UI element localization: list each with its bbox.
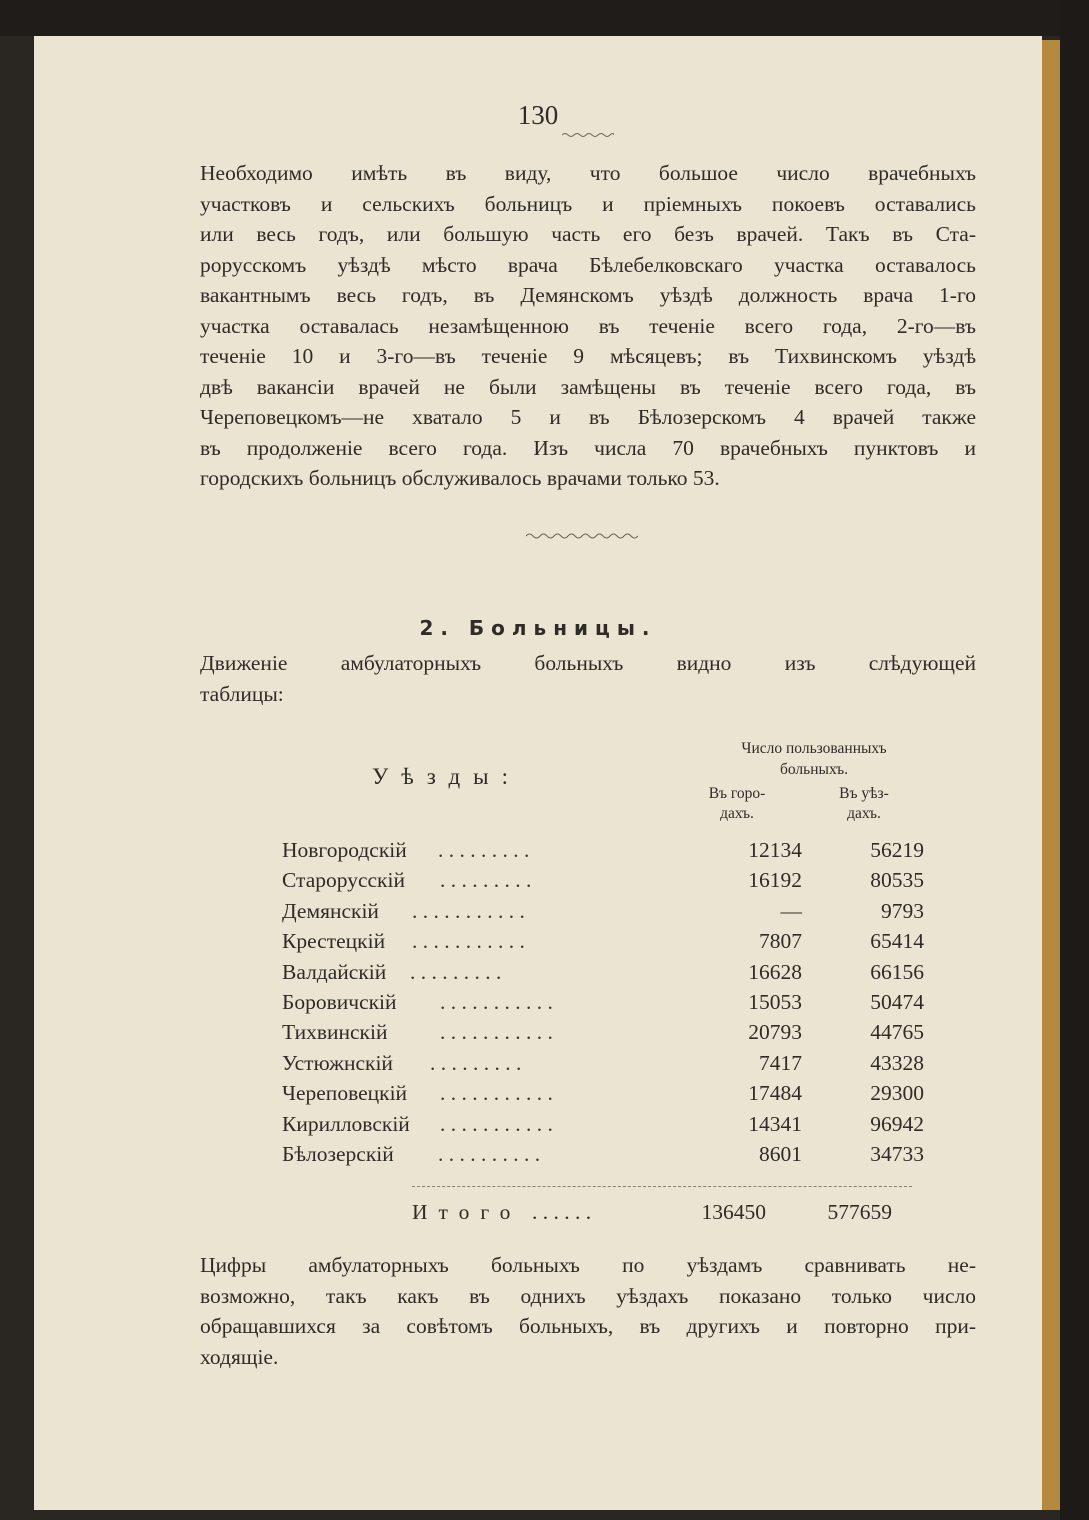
district-name: Устюжнскій bbox=[282, 1050, 393, 1075]
text-line: ходящіе. bbox=[200, 1344, 279, 1369]
cell-city: 7807 bbox=[759, 929, 802, 954]
cell-city: 7417 bbox=[759, 1050, 802, 1075]
text-line: таблицы: bbox=[200, 681, 284, 706]
table-row bbox=[282, 1081, 942, 1111]
cell-city: 17484 bbox=[748, 1081, 802, 1106]
table-row bbox=[282, 1051, 942, 1081]
leader-dots: . . . . . . . . . bbox=[440, 868, 532, 893]
total-separator bbox=[412, 1186, 912, 1187]
section-divider-ornament bbox=[526, 532, 638, 540]
leader-dots: . . . . . . . . . bbox=[438, 838, 530, 862]
text-line: Движеніе амбулаторныхъ больныхъ видно изъ слѣдующей bbox=[200, 651, 976, 675]
column-group-header-line: больныхъ. bbox=[780, 761, 848, 778]
table-body bbox=[282, 838, 942, 1172]
cell-county: 9793 bbox=[881, 898, 924, 923]
cell-city: 16192 bbox=[748, 868, 802, 893]
table-row bbox=[282, 1112, 942, 1142]
total-county: 577659 bbox=[827, 1200, 892, 1224]
text-line: рорусскомъ уѣздѣ мѣсто врача Бѣлебелковскаго участка оставалось bbox=[200, 252, 976, 277]
column-header-districts: Уѣзды: bbox=[372, 764, 521, 789]
column-header-line: Въ горо- bbox=[708, 785, 766, 802]
cell-county: 80535 bbox=[870, 868, 924, 893]
cell-county: 34733 bbox=[870, 1141, 924, 1166]
table-row bbox=[282, 990, 942, 1020]
leader-dots: . . . . . . . . . . . bbox=[440, 989, 553, 1014]
text-line: вакантнымъ весь годъ, въ Демянскомъ уѣздѣ должность врача 1-го bbox=[200, 283, 976, 307]
text-line: Необходимо имѣть въ виду, что большое число врачебныхъ bbox=[200, 161, 976, 185]
text-line: Цифры амбулаторныхъ больныхъ по уѣздамъ сравнивать не- bbox=[200, 1253, 976, 1277]
leader-dots: . . . . . . . . . . . bbox=[412, 929, 525, 954]
cell-county: 44765 bbox=[870, 1020, 924, 1045]
text-line: въ продолженіе всего года. Изъ числа 70 врачебныхъ пунктовъ и bbox=[200, 435, 976, 460]
leader-dots: . . . . . . . . . . bbox=[438, 1141, 541, 1166]
district-name: Старорусскій bbox=[282, 868, 405, 893]
table-intro bbox=[200, 648, 976, 709]
section-title: 2. Больницы. bbox=[419, 616, 657, 640]
document-page bbox=[34, 36, 1042, 1510]
total-label: Итого bbox=[412, 1200, 522, 1224]
leader-dots: . . . . . . . . . bbox=[410, 959, 502, 984]
text-line: теченіе 10 и 3-го—въ теченіе 9 мѣсяцевъ; въ Тихвинскомъ уѣздѣ bbox=[200, 344, 976, 368]
district-name: Новгородскій bbox=[282, 838, 407, 862]
leader-dots: . . . . . . . . . bbox=[430, 1050, 522, 1075]
table-row bbox=[282, 1142, 942, 1172]
cell-city: 12134 bbox=[748, 838, 802, 862]
intro-paragraph bbox=[200, 158, 976, 494]
text-line: городскихъ больницъ обслуживалось врачами только 53. bbox=[200, 466, 720, 490]
table-row bbox=[282, 960, 942, 990]
leader-dots: . . . . . . . . . . . bbox=[412, 898, 525, 923]
text-line: участка оставалась незамѣщенною въ теченіе всего года, 2-го—въ bbox=[200, 313, 976, 338]
cell-city: 16628 bbox=[748, 959, 802, 984]
cell-city: 15053 bbox=[748, 989, 802, 1014]
column-group-header-line: Число пользованныхъ bbox=[741, 740, 887, 757]
leader-dots: . . . . . . . . . . . bbox=[440, 1020, 553, 1045]
column-group-header bbox=[674, 738, 954, 780]
cell-county: 56219 bbox=[870, 838, 924, 862]
cell-city: 14341 bbox=[748, 1111, 802, 1136]
district-name: Валдайскій bbox=[282, 959, 387, 984]
cell-county: 29300 bbox=[870, 1081, 924, 1106]
table-row bbox=[282, 838, 942, 868]
scan-top-border bbox=[0, 0, 1060, 36]
district-name: Тихвинскій bbox=[282, 1020, 388, 1045]
district-name: Демянскій bbox=[282, 898, 379, 923]
column-header-line: дахъ. bbox=[720, 805, 754, 822]
text-line: обращавшихся за совѣтомъ больныхъ, въ другихъ и повторно при- bbox=[200, 1314, 976, 1338]
cell-city: 20793 bbox=[748, 1020, 802, 1045]
total-leader-dots: . . . . . . bbox=[532, 1200, 592, 1224]
closing-paragraph bbox=[200, 1250, 976, 1372]
leader-dots: . . . . . . . . . . . bbox=[440, 1111, 553, 1136]
district-name: Крестецкій bbox=[282, 929, 386, 954]
cell-county: 43328 bbox=[870, 1050, 924, 1075]
column-header-cities bbox=[692, 784, 782, 824]
cell-county: 66156 bbox=[870, 959, 924, 984]
text-line: участковъ и сельскихъ больницъ и пріемныхъ покоевъ оставались bbox=[200, 191, 976, 216]
text-line: возможно, такъ какъ въ однихъ уѣздахъ показано только число bbox=[200, 1283, 976, 1308]
page-edge bbox=[1042, 40, 1060, 1510]
text-line: двѣ вакансіи врачей не были замѣщены въ теченіе всего года, въ bbox=[200, 374, 976, 399]
scan-right-border bbox=[1060, 0, 1089, 1520]
page-number: 130 bbox=[517, 100, 559, 130]
cell-city: 8601 bbox=[759, 1141, 802, 1166]
text-line: Череповецкомъ—не хватало 5 и въ Бѣлозерскомъ 4 врачей также bbox=[200, 405, 976, 429]
page-number-ornament bbox=[562, 132, 614, 138]
district-name: Кирилловскій bbox=[282, 1111, 410, 1136]
column-header-counties bbox=[819, 784, 909, 824]
district-name: Череповецкій bbox=[282, 1081, 408, 1106]
column-header-line: дахъ. bbox=[847, 805, 881, 822]
cell-county: 96942 bbox=[870, 1111, 924, 1136]
cell-county: 65414 bbox=[870, 929, 924, 954]
district-name: Бѣлозерскій bbox=[282, 1141, 394, 1166]
cell-city: — bbox=[780, 898, 802, 923]
table-row bbox=[282, 1020, 942, 1050]
table-row bbox=[282, 899, 942, 929]
table-row bbox=[282, 929, 942, 959]
column-header-line: Въ уѣз- bbox=[839, 785, 889, 802]
district-name: Боровичскій bbox=[282, 989, 397, 1014]
table-row bbox=[282, 868, 942, 898]
cell-county: 50474 bbox=[870, 989, 924, 1014]
leader-dots: . . . . . . . . . . . bbox=[440, 1081, 553, 1106]
text-line: или весь годъ, или большую часть его безъ врачей. Такъ въ Ста- bbox=[200, 222, 976, 246]
total-city: 136450 bbox=[701, 1200, 766, 1224]
